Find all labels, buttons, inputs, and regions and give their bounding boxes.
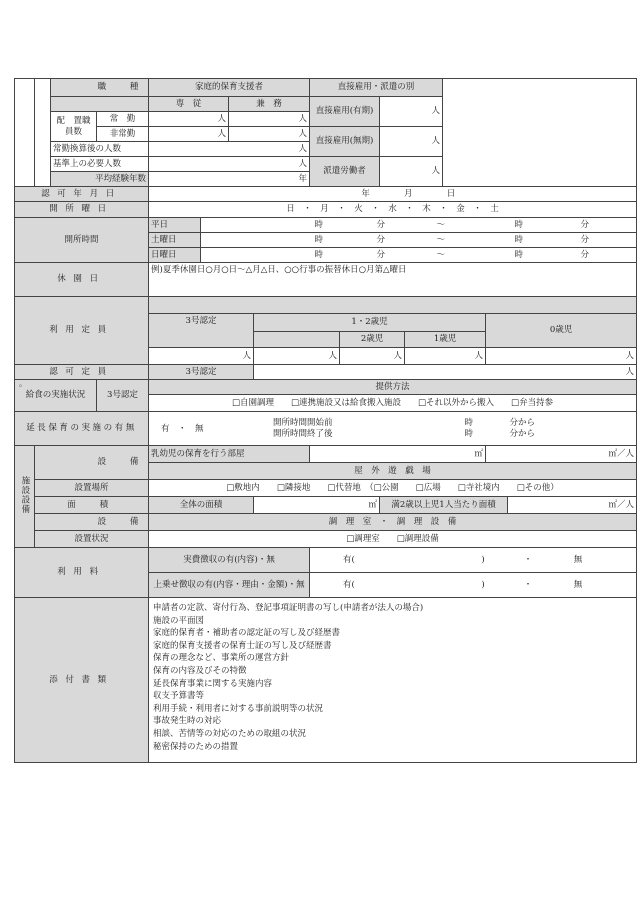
weekday-label: 平日 xyxy=(149,218,201,233)
infant-room-per-child[interactable]: ㎡／人 xyxy=(486,446,637,463)
extended-yesno[interactable]: 有 ・ 無 xyxy=(161,424,204,434)
meal-method-options[interactable]: □自園調理 □連携施設又は給食搬入施設 □それ以外から搬入 □弁当持参 xyxy=(149,395,637,412)
attachment-item: 保育の内容及びその特徴 xyxy=(153,665,247,676)
stray-mark: 。 xyxy=(19,379,27,388)
per-child-value[interactable]: ㎡／人 xyxy=(508,497,637,514)
approved-cert3-count[interactable]: 人 xyxy=(254,365,637,380)
per-child-label: 満2歳以上児1人当たり面積 xyxy=(380,497,508,514)
kansan-count[interactable]: 人 xyxy=(149,142,310,157)
attachment-item: 相談、苦情等の対応のための取組の状況 xyxy=(153,728,307,739)
direct-fixed-count[interactable]: 人 xyxy=(380,97,443,127)
extra-fee-label: 上乗せ徴収の有(内容・理由・金額)・無 xyxy=(149,573,310,598)
sunday-label: 日曜日 xyxy=(149,248,201,263)
capacity-cert3-label: 3号認定 xyxy=(149,314,254,348)
actual-fee-label: 実費徴収の有(内容)・無 xyxy=(149,548,310,573)
application-form xyxy=(14,78,635,763)
staff-section-gap xyxy=(35,79,51,187)
saturday-label: 土曜日 xyxy=(149,233,201,248)
age1-count[interactable]: 人 xyxy=(405,348,486,365)
senju-jokin-count[interactable]: 人 xyxy=(149,112,229,127)
extended-field[interactable]: 有 ・ 無 開所時間開始前 時 分から 開所時間終了後 時 分から xyxy=(149,412,637,446)
kansan-label: 常勤換算後の人数 xyxy=(51,142,149,157)
age12-count[interactable]: 人 xyxy=(254,348,340,365)
kennmu-hijokin-count[interactable]: 人 xyxy=(229,127,310,142)
area-label: 面 積 xyxy=(35,497,149,514)
kennmu-jokin-count[interactable]: 人 xyxy=(229,112,310,127)
dispatch-label: 派遣労働者 xyxy=(310,157,380,187)
attachment-item: 秘密保持のための措置 xyxy=(153,741,239,752)
age0-header: 0歳児 xyxy=(486,314,637,348)
attachment-item: 家庭的保育支援者の保育士証の写し及び経歴書 xyxy=(153,640,332,651)
sunday-hours[interactable]: 時 分 ～ 時 分 xyxy=(201,248,637,263)
keiken-years[interactable]: 年 xyxy=(149,172,310,187)
direct-open-label: 直接雇用(無期) xyxy=(310,127,380,157)
age2-header: 2歳児 xyxy=(340,332,405,348)
open-days-options[interactable]: 日 ・ 月 ・ 火 ・ 水 ・ 木 ・ 金 ・ 土 xyxy=(149,202,637,218)
facility-setsubi-label: 設 備 xyxy=(35,446,149,480)
hitsuyo-count[interactable]: 人 xyxy=(149,157,310,172)
dispatch-count[interactable]: 人 xyxy=(380,157,443,187)
jokin-label: 常 勤 xyxy=(97,112,149,127)
haichi-label: 配 置職員数 xyxy=(51,112,97,142)
senju-header: 専 従 xyxy=(149,97,229,112)
holidays-label: 休園日 xyxy=(15,263,149,297)
staff-section-margin xyxy=(15,79,35,187)
attachment-item: 収支予算書等 xyxy=(153,691,205,702)
attachment-item: 延長保育事業に関する実施内容 xyxy=(153,678,273,689)
attachment-item: 申請者の定款、寄付行為、登記事項証明書の写し(申請者が法人の場合) xyxy=(153,603,424,613)
kennmu-header: 兼 務 xyxy=(229,97,310,112)
open-days-label: 開所曜日 xyxy=(15,202,149,218)
fees-label: 利用料 xyxy=(15,548,149,598)
infant-room-label: 乳幼児の保育を行う部屋 xyxy=(149,446,310,463)
age0-count[interactable]: 人 xyxy=(486,348,637,365)
form-table xyxy=(14,78,637,763)
keiken-label: 平均経験年数 xyxy=(51,172,149,187)
day-unit: 日 xyxy=(446,188,456,199)
saturday-hours[interactable]: 時 分 ～ 時 分 xyxy=(201,233,637,248)
approved-capacity-label: 認可定員 xyxy=(15,365,149,380)
age12-header: 1・2歳児 xyxy=(254,314,486,332)
year-unit: 年 xyxy=(361,188,370,199)
approval-date-label: 認可年月日 xyxy=(15,187,149,202)
shokushu-label: 職 種 xyxy=(51,79,149,97)
outdoor-header: 屋 外 遊 戯 場 xyxy=(149,463,637,480)
attachment-item: 家庭的保育者・補助者の認定証の写し及び経歴書 xyxy=(153,628,341,639)
cert3-total[interactable]: 人 xyxy=(149,348,254,365)
kitchen-header: 調 理 室 ・ 調 理 設 備 xyxy=(149,514,637,531)
age1-header: 1歳児 xyxy=(405,332,486,348)
capacity-header-band xyxy=(149,297,637,314)
direct-open-count[interactable]: 人 xyxy=(380,127,443,157)
hitsuyo-label: 基準上の必要人数 xyxy=(51,157,149,172)
capacity-label: 利用定員 xyxy=(15,297,149,365)
status-options[interactable]: □調理室 □調理設備 xyxy=(149,531,637,548)
supporter-header: 家庭的保育支援者 xyxy=(149,79,310,97)
holidays-example[interactable]: 例)夏季休園日○月○日～△月△日、○○行事の振替休日○月第△曜日 xyxy=(149,263,637,297)
hours-label: 開所時間 xyxy=(15,218,149,263)
employ-type-header: 直接雇用・派遣の別 xyxy=(310,79,443,97)
status-label: 設置状況 xyxy=(35,531,149,548)
facility-setsubi2-label: 設 備 xyxy=(35,514,149,531)
location-label: 設置場所 xyxy=(35,480,149,497)
total-area-label: 全体の面積 xyxy=(149,497,254,514)
extra-fee-field[interactable]: 有( ) ・ 無 xyxy=(310,573,637,598)
age2-count[interactable]: 人 xyxy=(340,348,405,365)
facility-label: 施設設備 xyxy=(15,446,35,548)
weekday-hours[interactable]: 時 分 ～ 時 分 xyxy=(201,218,637,233)
blank-cell xyxy=(51,97,149,112)
attachment-item: 保育の理念など、事業所の運営方針 xyxy=(153,653,290,664)
attachments-label: 添付書類 xyxy=(15,598,149,763)
blank-cell xyxy=(254,332,340,348)
attachments-list xyxy=(149,598,637,763)
direct-fixed-label: 直接雇用(有期) xyxy=(310,97,380,127)
senju-hijokin-count[interactable]: 人 xyxy=(149,127,229,142)
extended-label: 延長保育の実施の有無 xyxy=(15,412,149,446)
attachment-item: 施設の平面図 xyxy=(153,615,205,626)
hijokin-label: 非常勤 xyxy=(97,127,149,142)
approval-date-field[interactable] xyxy=(149,187,637,202)
total-area-value[interactable]: ㎡ xyxy=(254,497,380,514)
meal-cert3-label: 3号認定 xyxy=(97,380,149,412)
attachment-item: 利用手続・利用者に対する事前説明等の状況 xyxy=(153,703,324,714)
meal-method-header: 提供方法 xyxy=(149,380,637,395)
infant-room-area[interactable]: ㎡ xyxy=(310,446,486,463)
actual-fee-field[interactable]: 有( ) ・ 無 xyxy=(310,548,637,573)
attachment-item: 事故発生時の対応 xyxy=(153,716,222,727)
approved-cert3-label: 3号認定 xyxy=(149,365,254,380)
location-options[interactable]: □敷地内 □隣接地 □代替地 （□公園 □広場 □寺社境内 □その他） xyxy=(149,480,637,497)
meal-label: 給食の実施状況 xyxy=(15,380,97,412)
month-unit: 月 xyxy=(404,188,413,199)
staff-blank-area xyxy=(443,79,637,187)
